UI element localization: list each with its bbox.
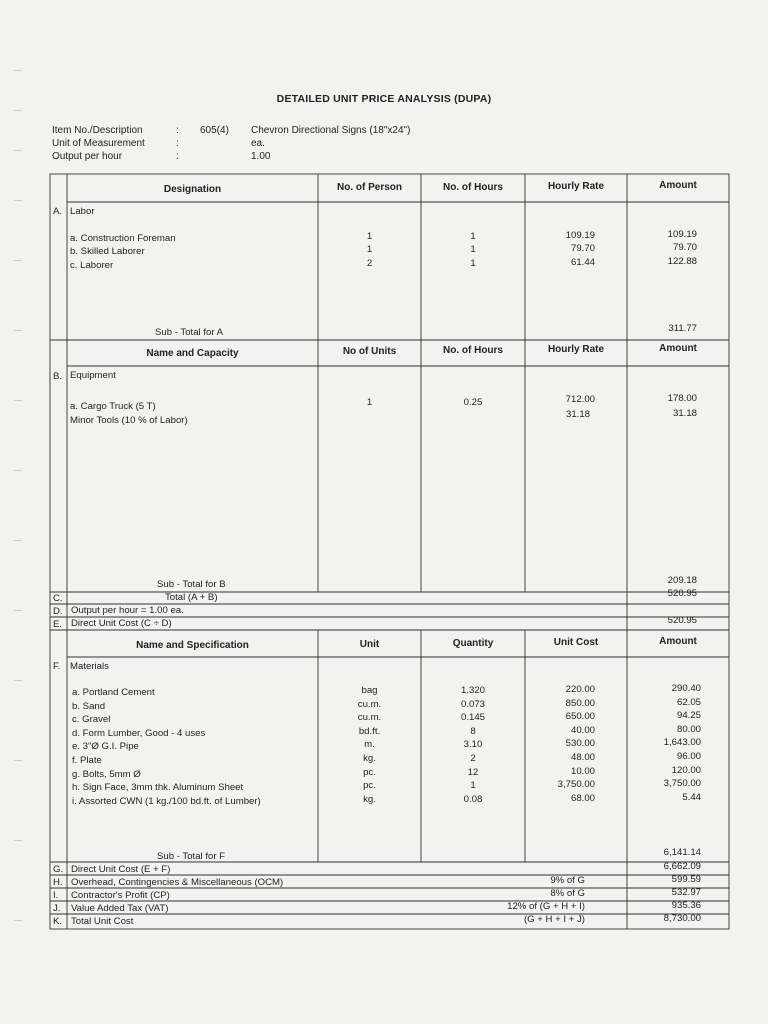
summary-label: Overhead, Contingencies & Miscellaneous (OCM) [71,877,284,888]
mat-row-unit-cost: 3,750.00 [557,779,595,790]
labor-row-name: b. Skilled Laborer [70,246,145,257]
mat-row-name: a. Portland Cement [72,687,155,698]
labor-row-persons: 1 [366,244,373,255]
labor-row-name: c. Laborer [70,260,114,271]
labor-row-amount: 79.70 [672,242,697,253]
summary-label: Contractor's Profit (CP) [71,890,170,901]
mat-row-name: i. Assorted CWN (1 kg./100 bd.ft. of Lumber) [72,796,261,807]
labor-col-amount: Amount [659,180,697,191]
mat-row-unit: cu.m. [357,699,382,710]
mat-row-quantity: 3.10 [463,739,483,750]
mat-row-unit-cost: 10.00 [570,766,595,777]
labor-row-persons: 2 [366,258,373,269]
item-label: Item No./Description [52,125,143,136]
labor-row-rate: 61.44 [570,257,595,268]
mat-row-unit: bd.ft. [358,726,381,737]
summary-amount: 532.97 [671,887,701,898]
mat-col-unit-cost: Unit Cost [553,637,599,648]
mat-row-unit-cost: 40.00 [570,725,595,736]
summary-amount: 8,730.00 [663,913,701,924]
equip-row-amount: 31.18 [672,408,697,419]
mat-row-name: c. Gravel [72,714,111,725]
labor-col-rate: Hourly Rate [547,181,605,192]
mat-subtotal-label: Sub - Total for F [157,851,226,862]
colon: : [176,138,179,149]
mat-subtotal: 6,141.14 [663,847,701,858]
labor-row-name: a. Construction Foreman [70,233,176,244]
labor-letter: A. [53,206,63,217]
mat-col-unit: Unit [359,639,380,650]
mat-row-amount: 80.00 [676,724,701,735]
labor-row-rate: 109.19 [565,230,595,241]
summary-label: Total Unit Cost [71,916,134,927]
mat-row-amount: 5.44 [682,792,701,803]
summary-amount: 935.36 [671,900,701,911]
labor-row-persons: 1 [366,231,373,242]
mat-row-name: g. Bolts, 5mm Ø [72,769,141,780]
mat-row-quantity: 1 [470,780,476,791]
mat-row-quantity: 2 [470,753,476,764]
mat-row-unit: pc. [363,767,376,778]
summary-rate: 12% of (G + H + I) [507,901,585,912]
mat-row-name: e. 3"Ø G.I. Pipe [72,741,139,752]
labor-col-persons: No. of Person [336,182,402,193]
mat-row-amount: 94.25 [676,710,701,721]
labor-row-hours: 1 [470,258,476,269]
mat-row-amount: 120.00 [671,765,701,776]
summary-rate: 8% of G [550,888,585,899]
equip-col-units: No of Units [342,346,397,357]
mat-row-amount: 96.00 [676,751,701,762]
summary-amount: 599.59 [671,874,701,885]
summary-letter: G. [53,864,64,875]
mat-row-quantity: 0.145 [460,712,485,723]
summary-letter: J. [53,903,61,914]
mat-row-unit-cost: 530.00 [565,738,595,749]
total-label: Total (A + B) [165,592,218,603]
labor-row-amount: 122.88 [667,256,697,267]
mat-row-unit-cost: 850.00 [565,698,595,709]
labor-row-amount: 109.19 [667,229,697,240]
equip-row-units: 1 [366,397,373,408]
equip-row-rate: 31.18 [565,409,590,420]
item-number: 605(4) [200,125,229,136]
mat-col-quantity: Quantity [452,638,494,649]
direct-cost-letter: E. [53,619,63,630]
mat-row-amount: 3,750.00 [663,778,701,789]
summary-amount: 6,662.09 [663,861,701,872]
direct-cost-amount: 520.95 [667,615,697,626]
summary-label: Direct Unit Cost (E + F) [71,864,171,875]
direct-cost-label: Direct Unit Cost (C ÷ D) [71,618,172,629]
labor-subtotal-label: Sub - Total for A [155,327,224,338]
mat-row-unit-cost: 220.00 [565,684,595,695]
item-description: Chevron Directional Signs (18"x24") [251,125,411,136]
mat-col-name: Name and Specification [136,640,249,651]
mat-row-name: b. Sand [72,701,106,712]
equip-col-amount: Amount [659,343,697,354]
mat-row-amount: 290.40 [671,683,701,694]
equip-section-label: Equipment [70,370,116,381]
mat-row-quantity: 0.073 [460,699,485,710]
mat-row-amount: 1,643.00 [663,737,701,748]
document-title: DETAILED UNIT PRICE ANALYSIS (DUPA) [276,93,492,105]
summary-letter: H. [53,877,63,888]
labor-col-hours: No. of Hours [443,182,503,193]
equip-row-rate: 712.00 [565,394,595,405]
mat-row-quantity: 12 [467,767,479,778]
mat-row-unit: pc. [363,780,376,791]
labor-row-hours: 1 [470,244,476,255]
labor-subtotal: 311.77 [668,323,697,334]
labor-col-designation: Designation [163,184,222,195]
colon: : [176,125,179,136]
mat-row-unit: m. [364,739,375,750]
mat-col-amount: Amount [659,636,697,647]
colon: : [176,151,179,162]
summary-rate: (G + H + I + J) [523,914,585,925]
output-value: 1.00 [251,151,271,162]
mat-row-unit: kg. [363,794,376,805]
mat-row-quantity: 1.320 [460,685,485,696]
mat-section-label: Materials [70,661,109,672]
output-label: Output per hour [52,151,123,162]
labor-row-rate: 79.70 [570,243,595,254]
mat-row-amount: 62.05 [676,697,701,708]
mat-row-unit: kg. [363,753,376,764]
equip-col-name: Name and Capacity [146,348,239,359]
equip-col-hours: No. of Hours [443,345,503,356]
mat-row-name: f. Plate [72,755,102,766]
summary-rate: 9% of G [550,875,585,886]
summary-label: Value Added Tax (VAT) [71,903,169,914]
equip-letter: B. [53,371,63,382]
equip-row-amount: 178.00 [667,393,697,404]
mat-letter: F. [53,661,61,672]
unit-label: Unit of Measurement [52,138,145,149]
equip-row-name: a. Cargo Truck (5 T) [70,401,156,412]
equip-subtotal: 209.18 [667,575,697,586]
mat-row-name: h. Sign Face, 3mm thk. Aluminum Sheet [72,782,244,793]
equip-row-name: Minor Tools (10 % of Labor) [70,415,188,426]
mat-row-unit: bag [361,685,378,696]
equip-row-hours: 0.25 [463,397,483,408]
summary-letter: K. [53,916,63,927]
mat-row-unit-cost: 48.00 [570,752,595,763]
total-letter: C. [53,593,63,604]
output-letter: D. [53,606,63,617]
mat-row-unit: cu.m. [357,712,382,723]
equip-col-rate: Hourly Rate [547,344,605,355]
mat-row-unit-cost: 650.00 [565,711,595,722]
total-amount: 520.95 [667,588,697,599]
labor-section-label: Labor [70,206,95,217]
summary-letter: I. [53,890,59,901]
output-label: Output per hour = 1.00 ea. [71,605,184,616]
mat-row-quantity: 0.08 [463,794,483,805]
mat-row-quantity: 8 [470,726,476,737]
mat-row-name: d. Form Lumber, Good - 4 uses [72,728,206,739]
equip-subtotal-label: Sub - Total for B [157,579,226,590]
labor-row-hours: 1 [470,231,476,242]
unit-value: ea. [251,138,265,149]
mat-row-unit-cost: 68.00 [570,793,595,804]
